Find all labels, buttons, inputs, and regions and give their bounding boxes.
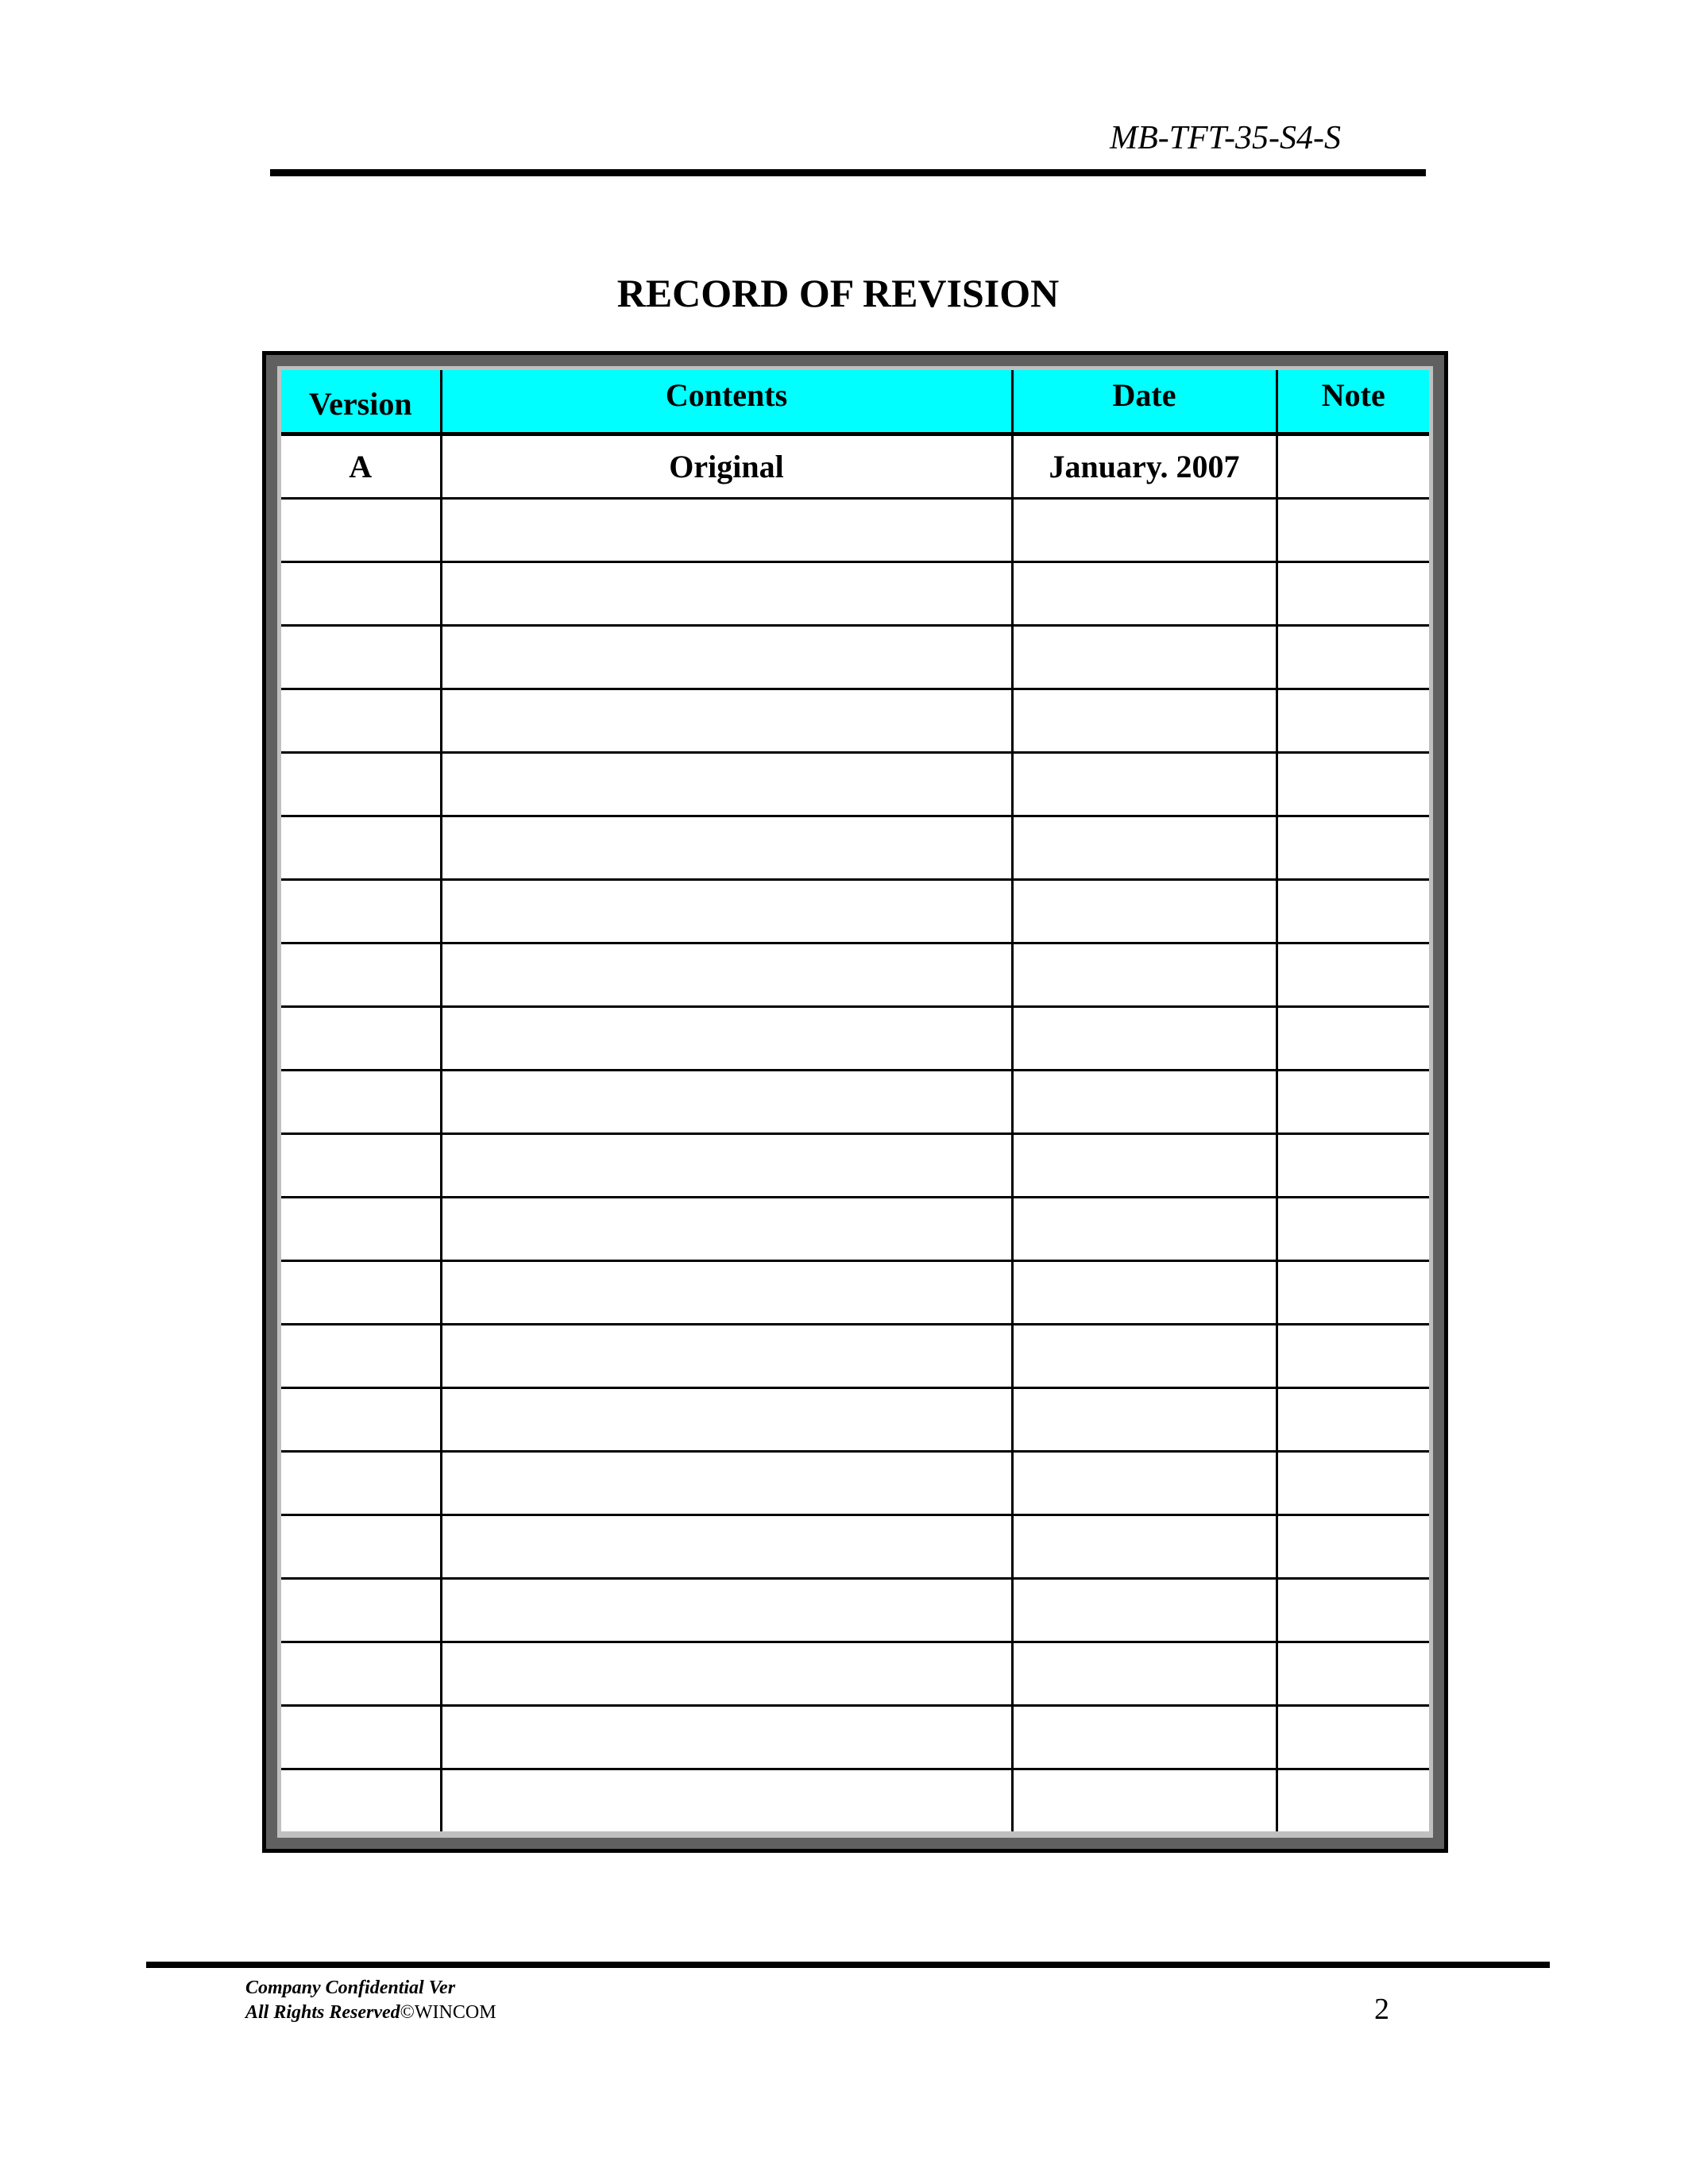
cell-contents bbox=[441, 1387, 1012, 1451]
table-row bbox=[281, 752, 1429, 816]
cell-note bbox=[1277, 752, 1429, 816]
table-row bbox=[281, 1133, 1429, 1197]
table-row bbox=[281, 689, 1429, 752]
cell-note bbox=[1277, 1197, 1429, 1260]
table-row bbox=[281, 1387, 1429, 1451]
cell-contents bbox=[441, 689, 1012, 752]
cell-date bbox=[1012, 1515, 1277, 1578]
cell-contents bbox=[441, 1705, 1012, 1769]
cell-note bbox=[1277, 1451, 1429, 1515]
table-row bbox=[281, 1006, 1429, 1070]
revision-table-frame bbox=[262, 351, 1448, 1853]
cell-date bbox=[1012, 1387, 1277, 1451]
footer-rights-text: All Rights Reserved bbox=[245, 2002, 400, 2023]
revision-table bbox=[281, 370, 1429, 1831]
cell-version bbox=[281, 816, 441, 879]
cell-date bbox=[1012, 1769, 1277, 1831]
table-row bbox=[281, 1260, 1429, 1324]
cell-note bbox=[1277, 1070, 1429, 1133]
table-row bbox=[281, 1324, 1429, 1387]
cell-version bbox=[281, 1260, 441, 1324]
cell-date bbox=[1012, 561, 1277, 625]
cell-note bbox=[1277, 498, 1429, 561]
page-title: RECORD OF REVISION bbox=[616, 271, 1060, 315]
cell-version bbox=[281, 1387, 441, 1451]
column-header-note: Note bbox=[1277, 370, 1429, 434]
cell-note bbox=[1277, 1578, 1429, 1642]
cell-version bbox=[281, 1197, 441, 1260]
cell-version bbox=[281, 943, 441, 1006]
cell-date bbox=[1012, 1705, 1277, 1769]
cell-version bbox=[281, 1642, 441, 1705]
table-row bbox=[281, 434, 1429, 498]
cell-contents bbox=[441, 1197, 1012, 1260]
cell-date bbox=[1012, 752, 1277, 816]
cell-version bbox=[281, 1133, 441, 1197]
cell-version bbox=[281, 498, 441, 561]
cell-contents bbox=[441, 879, 1012, 943]
cell-version bbox=[281, 1070, 441, 1133]
cell-contents bbox=[441, 1578, 1012, 1642]
cell-note bbox=[1277, 1387, 1429, 1451]
table-row bbox=[281, 1769, 1429, 1831]
table-row bbox=[281, 879, 1429, 943]
cell-version bbox=[281, 689, 441, 752]
cell-contents: Original bbox=[441, 434, 1012, 498]
cell-contents bbox=[441, 1006, 1012, 1070]
table-row bbox=[281, 1578, 1429, 1642]
cell-version bbox=[281, 1705, 441, 1769]
page-number: 2 bbox=[1374, 1993, 1389, 2026]
cell-note bbox=[1277, 879, 1429, 943]
cell-version bbox=[281, 752, 441, 816]
cell-version bbox=[281, 1515, 441, 1578]
cell-date bbox=[1012, 816, 1277, 879]
cell-version bbox=[281, 879, 441, 943]
cell-note bbox=[1277, 1642, 1429, 1705]
cell-date bbox=[1012, 879, 1277, 943]
table-row bbox=[281, 625, 1429, 689]
cell-date bbox=[1012, 1451, 1277, 1515]
cell-date bbox=[1012, 689, 1277, 752]
cell-date bbox=[1012, 1070, 1277, 1133]
cell-contents bbox=[441, 943, 1012, 1006]
cell-version bbox=[281, 1451, 441, 1515]
cell-version bbox=[281, 561, 441, 625]
cell-date: January. 2007 bbox=[1012, 434, 1277, 498]
cell-contents bbox=[441, 1324, 1012, 1387]
cell-version bbox=[281, 625, 441, 689]
cell-contents bbox=[441, 1642, 1012, 1705]
cell-version bbox=[281, 1769, 441, 1831]
table-row bbox=[281, 816, 1429, 879]
cell-contents bbox=[441, 1451, 1012, 1515]
footer-rights bbox=[245, 2002, 496, 2024]
cell-note bbox=[1277, 1324, 1429, 1387]
cell-note bbox=[1277, 816, 1429, 879]
footer-confidential: Company Confidential Ver bbox=[245, 1978, 456, 1998]
table-row bbox=[281, 1070, 1429, 1133]
cell-date bbox=[1012, 943, 1277, 1006]
table-row bbox=[281, 561, 1429, 625]
cell-note bbox=[1277, 625, 1429, 689]
cell-date bbox=[1012, 1324, 1277, 1387]
cell-note bbox=[1277, 943, 1429, 1006]
cell-note bbox=[1277, 1260, 1429, 1324]
cell-note bbox=[1277, 1133, 1429, 1197]
cell-date bbox=[1012, 1197, 1277, 1260]
cell-version bbox=[281, 1006, 441, 1070]
table-row bbox=[281, 943, 1429, 1006]
cell-date bbox=[1012, 1260, 1277, 1324]
column-header-contents: Contents bbox=[441, 370, 1012, 434]
cell-date bbox=[1012, 1642, 1277, 1705]
table-row bbox=[281, 1197, 1429, 1260]
cell-date bbox=[1012, 1006, 1277, 1070]
cell-note bbox=[1277, 689, 1429, 752]
cell-contents bbox=[441, 498, 1012, 561]
cell-contents bbox=[441, 625, 1012, 689]
cell-version bbox=[281, 1578, 441, 1642]
cell-date bbox=[1012, 625, 1277, 689]
cell-date bbox=[1012, 1578, 1277, 1642]
cell-contents bbox=[441, 1769, 1012, 1831]
table-row bbox=[281, 1642, 1429, 1705]
table-row bbox=[281, 1451, 1429, 1515]
header-rule bbox=[270, 169, 1426, 176]
cell-note bbox=[1277, 561, 1429, 625]
cell-contents bbox=[441, 1260, 1012, 1324]
table-row bbox=[281, 498, 1429, 561]
cell-contents bbox=[441, 1515, 1012, 1578]
cell-note bbox=[1277, 434, 1429, 498]
table-header-row bbox=[281, 370, 1429, 434]
cell-note bbox=[1277, 1705, 1429, 1769]
cell-contents bbox=[441, 752, 1012, 816]
column-header-date: Date bbox=[1012, 370, 1277, 434]
footer-copyright: ©WINCOM bbox=[400, 2002, 496, 2023]
cell-version: A bbox=[281, 434, 441, 498]
cell-note bbox=[1277, 1515, 1429, 1578]
cell-contents bbox=[441, 561, 1012, 625]
cell-note bbox=[1277, 1769, 1429, 1831]
table-row bbox=[281, 1705, 1429, 1769]
footer-rule bbox=[146, 1962, 1550, 1968]
cell-contents bbox=[441, 816, 1012, 879]
cell-contents bbox=[441, 1070, 1012, 1133]
column-header-version: Version bbox=[281, 370, 441, 434]
cell-note bbox=[1277, 1006, 1429, 1070]
cell-version bbox=[281, 1324, 441, 1387]
cell-date bbox=[1012, 498, 1277, 561]
cell-date bbox=[1012, 1133, 1277, 1197]
document-id: MB-TFT-35-S4-S bbox=[1110, 120, 1341, 156]
cell-contents bbox=[441, 1133, 1012, 1197]
table-row bbox=[281, 1515, 1429, 1578]
